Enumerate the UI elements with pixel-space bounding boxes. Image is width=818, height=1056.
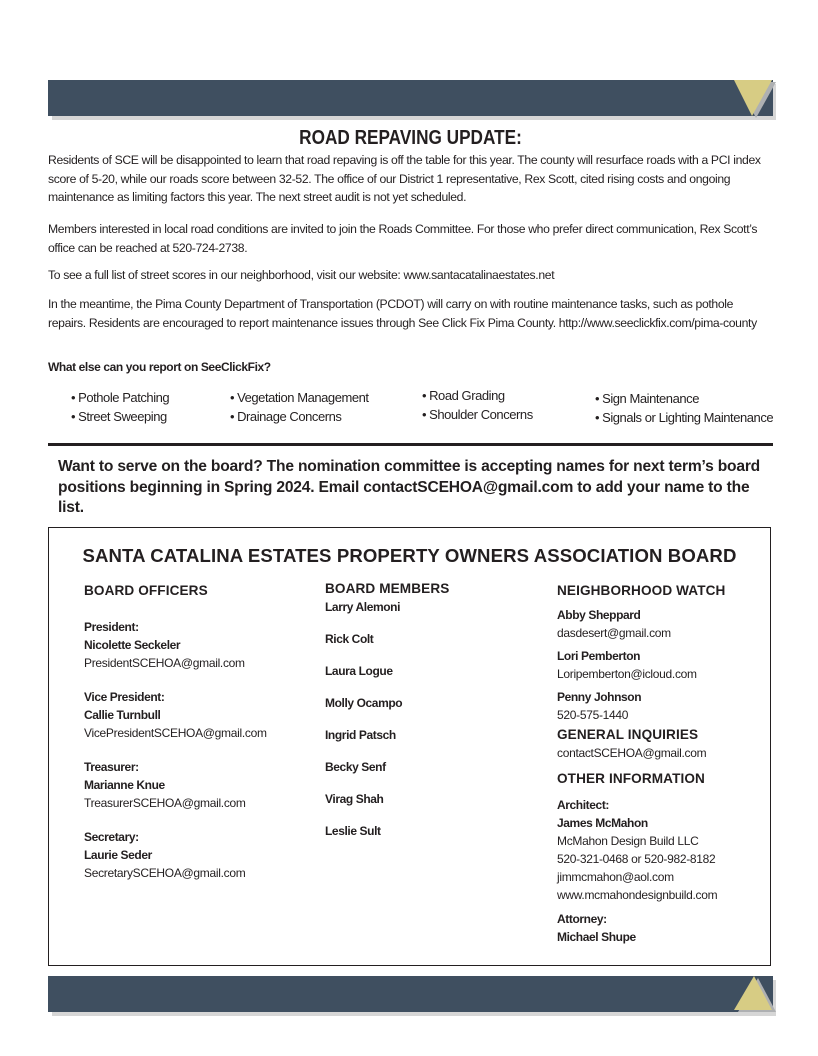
banner-bar [48,80,773,116]
inquiries-email: contactSCEHOA@gmail.com [557,746,707,760]
banner-bar [48,976,773,1012]
neighborhood-column [557,582,725,946]
architect-phone: 520-321-0468 or 520-982-8182 [557,852,716,866]
watch-name: Penny Johnson [557,690,642,704]
list-item: • Vegetation Management [230,388,369,407]
watch-contact: Loripemberton@icloud.com [557,667,697,681]
watch-contact: 520-575-1440 [557,708,629,722]
member-name: Molly Ocampo [325,696,403,710]
watch-name: Abby Sheppard [557,608,641,622]
list-item: • Shoulder Concerns [422,405,533,424]
report-list-col-1 [71,388,169,426]
officer-role: Secretary: [84,830,139,844]
member-name: Leslie Sult [325,824,381,838]
list-item: • Sign Maintenance [595,389,773,408]
watch-contact: dasdesert@gmail.com [557,626,671,640]
officer-name: Callie Turnbull [84,708,161,722]
officer-email: TreasurerSCEHOA@gmail.com [84,796,246,810]
list-item: • Pothole Patching [71,388,169,407]
architect-email: jimmcmahon@aol.com [557,870,674,884]
top-banner [48,80,776,118]
other-info-heading: OTHER INFORMATION [557,771,705,786]
board-box [48,527,771,966]
officers-heading: BOARD OFFICERS [84,583,208,598]
architect-company: McMahon Design Build LLC [557,834,699,848]
member-name: Larry Alemoni [325,600,401,614]
banner-triangle-icon [734,80,776,118]
road-paragraph-1: Residents of SCE will be disappointed to learn that road repaving is off the table for this year. The county will resurface roads with a PCI index score of 5-20, while our roads score between 32-52. The office of our District 1 representative, Rex Scott, cited rising costs and ongoing maintenance as limiting factors this year. The next street audit is not yet scheduled. [48,153,761,204]
report-list-col-4 [595,389,773,427]
board-officers-column [84,582,267,882]
officer-name: Laurie Seder [84,848,152,862]
architect-role: Architect: [557,798,610,812]
road-paragraph-2: Members interested in local road conditions are invited to join the Roads Committee. For those who prefer direct communication, Rex Scott’s office can be reached at 520-724-2738. [48,222,758,255]
list-item: • Road Grading [422,386,533,405]
list-item: • Drainage Concerns [230,407,369,426]
nomination-notice: Want to serve on the board? The nomination committee is accepting names for next term’s board positions beginning in Spring 2024. Email contactSCEHOA@gmail.com to add your name to the list. [58,458,761,516]
watch-name: Lori Pemberton [557,649,641,663]
report-list-col-2 [230,388,369,426]
officer-role: Vice President: [84,690,165,704]
list-item: • Street Sweeping [71,407,169,426]
officer-role: President: [84,620,139,634]
member-name: Rick Colt [325,632,374,646]
watch-heading: NEIGHBORHOOD WATCH [557,583,726,598]
attorney-role: Attorney: [557,912,607,926]
architect-website: www.mcmahondesignbuild.com [557,888,718,902]
road-update-title: ROAD REPAVING UPDATE: [299,127,522,149]
officer-email: PresidentSCEHOA@gmail.com [84,656,245,670]
seeclickfix-subhead: What else can you report on SeeClickFix? [48,360,271,374]
architect-name: James McMahon [557,816,648,830]
report-list-col-3 [422,386,533,424]
member-name: Virag Shah [325,792,384,806]
road-paragraph-3: To see a full list of street scores in our neighborhood, visit our website: www.santacatalinaestates.net [48,268,555,282]
officer-email: SecretarySCEHOA@gmail.com [84,866,246,880]
members-heading: BOARD MEMBERS [325,581,450,596]
section-divider [48,443,773,446]
board-members-column [325,580,449,854]
road-paragraph-4: In the meantime, the Pima County Department of Transportation (PCDOT) will carry on with routine maintenance tasks, such as pothole repairs. Residents are encouraged to report maintenance issues through See Click Fix Pima County. http://www.seeclickfix.com/pima-county [48,297,757,330]
attorney-name: Michael Shupe [557,930,636,944]
officer-name: Nicolette Seckeler [84,638,181,652]
list-item: • Signals or Lighting Maintenance [595,408,773,427]
officer-role: Treasurer: [84,760,139,774]
member-name: Laura Logue [325,664,393,678]
inquiries-heading: GENERAL INQUIRIES [557,727,699,742]
bottom-banner [48,976,776,1014]
member-name: Becky Senf [325,760,386,774]
officer-name: Marianne Knue [84,778,165,792]
board-title: SANTA CATALINA ESTATES PROPERTY OWNERS ASSOCIATION BOARD [82,545,737,566]
member-name: Ingrid Patsch [325,728,396,742]
banner-triangle-icon [734,976,776,1014]
officer-email: VicePresidentSCEHOA@gmail.com [84,726,267,740]
